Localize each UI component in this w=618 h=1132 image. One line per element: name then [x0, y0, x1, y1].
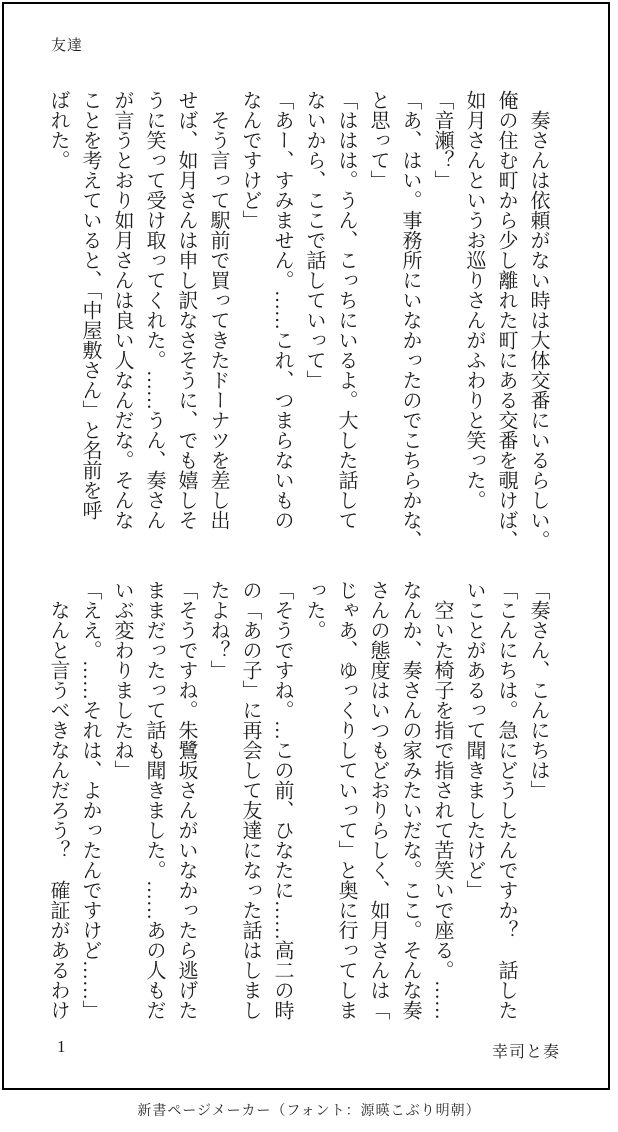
text-line: ばれた。	[47, 90, 69, 170]
page-border-frame	[2, 2, 610, 1090]
text-line: うに笑って受け取ってくれた。……うん、奏さん	[143, 90, 165, 530]
vertical-text-block-lower	[42, 580, 554, 1046]
text-line: 「そうですね。…この前、ひなたに……高二の時	[271, 580, 293, 1020]
text-line: 「あー、すみません。……これ、つまらないもの	[271, 90, 293, 530]
text-line: さんの態度はいつもどおりらしく、如月さんは「	[367, 580, 389, 1020]
text-line: った。	[303, 580, 325, 640]
text-line: ことを考えていると、「中屋敷さん」と名前を呼	[79, 90, 101, 520]
text-line: なんと言うべきなんだろう？ 確証があるわけ	[47, 580, 69, 1020]
page-number: 1	[57, 1037, 66, 1056]
text-line: の「あの子」に再会して友達になった話はしまし	[239, 580, 261, 1020]
text-line: なんですけど」	[239, 90, 261, 230]
text-line: 「あ、はい。事務所にいなかったのでこちらかな、	[399, 90, 421, 550]
text-line: ないから、ここで話していって」	[303, 90, 325, 390]
text-line: ままだったって話も聞きました。……あの人もだ	[143, 580, 165, 1020]
text-line: 「ははは。うん、こっちにいるよ。大した話して	[335, 90, 357, 530]
text-line: いことがあるって聞きましたけど」	[463, 580, 485, 900]
text-line: そう言って駅前で買ってきたドーナツを差し出	[207, 90, 229, 530]
text-line: 「そうですね。朱鷺坂さんがいなかったら逃げた	[175, 580, 197, 1020]
text-line: じゃあ、ゆっくりしていって」と奥に行ってしま	[335, 580, 357, 1020]
text-line: 如月さんというお巡りさんがふわりと笑った。	[463, 90, 485, 510]
work-title: 幸司と奏	[491, 1044, 560, 1061]
text-line: 「ええ。……それは、よかったんですけど……」	[79, 580, 101, 1020]
text-line: いぶ変わりましたね」	[111, 580, 133, 780]
text-line: 「こんにちは。急にどうしたんですか？ 話した	[495, 580, 517, 1020]
text-line: なんか、奏さんの家みたいだな。ここ。そんな奏	[399, 580, 421, 1020]
vertical-text-block-upper	[42, 90, 554, 556]
text-line: たよね？」	[207, 580, 229, 680]
chapter-title: 友達	[51, 38, 84, 54]
text-line: 俺の住む町から少し離れた町にある交番を覗けば、	[495, 90, 517, 550]
generator-credit: 新書ページメーカー（フォント：源暎こぶり明朝）	[137, 1104, 481, 1119]
text-line: 「音瀬？」	[431, 90, 453, 190]
text-line: と思って」	[367, 90, 389, 190]
text-line: せば、如月さんは申し訳なさそうに、でも嬉しそ	[175, 90, 197, 530]
text-line: 空いた椅子を指で指されて苦笑いで座る。……	[431, 580, 453, 1020]
text-line: が言うとおり如月さんは良い人なんだな。そんな	[111, 90, 133, 530]
text-line: 「奏さん、こんにちは」	[527, 580, 549, 800]
text-line: 奏さんは依頼がない時は大体交番にいるらしい。	[527, 90, 549, 550]
